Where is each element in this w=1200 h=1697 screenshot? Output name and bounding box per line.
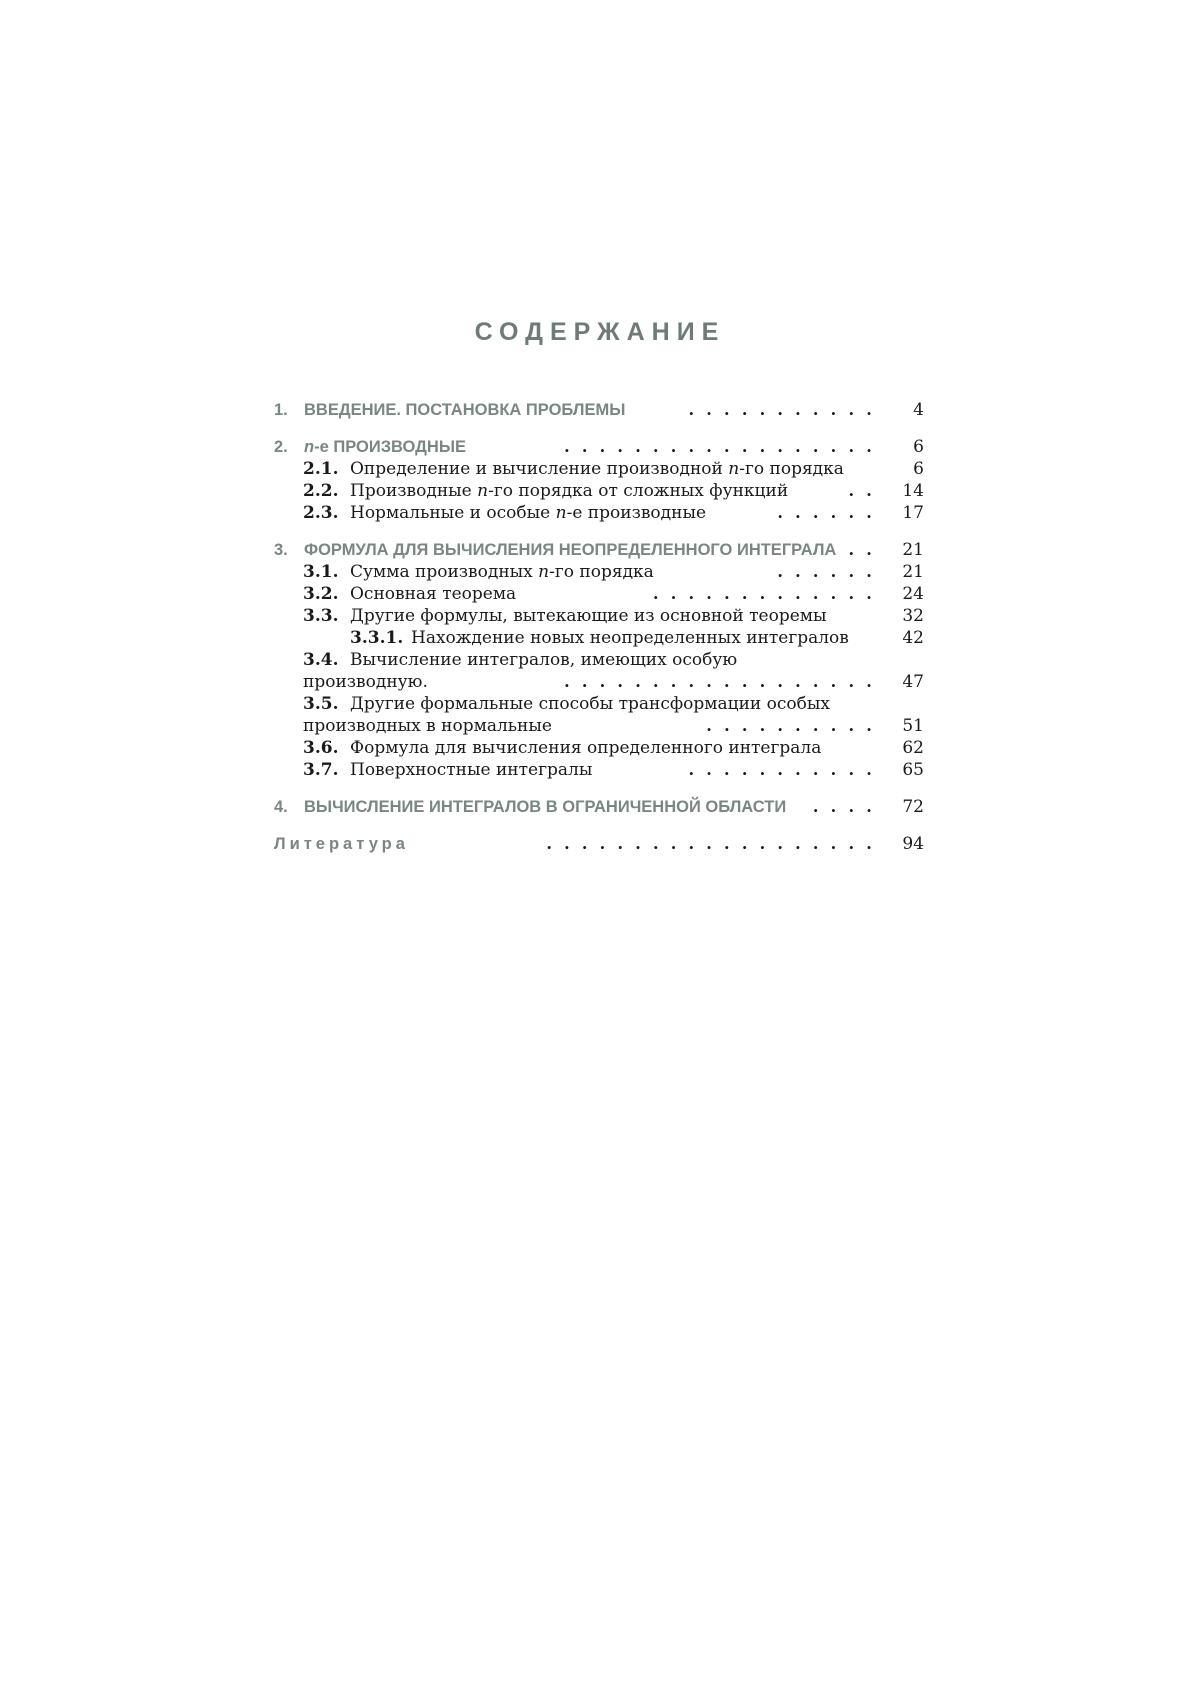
toc-label-text: -го порядка [549,562,654,582]
toc-section-3-5-continued[interactable] [274,715,924,737]
dot-leader: .......... [706,716,884,735]
toc-label [350,502,706,524]
dot-leader: .................. [564,672,884,691]
toc-label: Другие формальные способы трансформации особых [350,694,830,714]
toc-number: 3.3.1. [350,628,404,648]
dot-leader: .. [848,540,884,559]
dot-leader: ...... [777,503,884,522]
toc-label-text: Сумма производных [350,562,539,582]
toc-page-number: 32 [902,606,924,626]
toc-page-number: 47 [902,672,924,692]
table-of-contents [274,399,924,855]
toc-label: Другие формулы, вытекающие из основной теоремы [350,606,827,626]
toc-label [350,480,788,502]
toc-page-number: 65 [902,760,924,780]
toc-number: 2.1. [303,459,339,479]
toc-label: Литература [274,835,409,853]
toc-label [350,561,654,583]
toc-number: 2.3. [303,503,339,523]
toc-page-number: 51 [902,716,924,736]
toc-page-number: 24 [902,584,924,604]
toc-number: 2.2. [303,481,339,501]
toc-page-number: 17 [902,503,924,523]
toc-section-3-7[interactable] [274,759,924,781]
toc-label-text: Определение и вычисление производной [350,459,729,479]
toc-label: производных в нормальные [303,716,552,736]
dot-leader: .... [812,797,884,816]
toc-label [350,458,844,480]
toc-page-number: 42 [902,628,924,648]
toc-number: 3.6. [303,738,339,758]
toc-label: Вычисление интегралов, имеющих особую [350,650,738,670]
toc-page-number: 21 [902,562,924,582]
toc-page-number: 4 [913,400,924,420]
toc-label [304,436,466,458]
toc-literature[interactable] [274,833,924,855]
toc-number: 3. [274,541,288,559]
toc-page-number: 72 [902,797,924,817]
toc-page-number: 21 [902,540,924,560]
toc-number: 3.7. [303,760,339,780]
toc-number: 4. [274,798,288,816]
toc-number: 3.4. [303,650,339,670]
toc-number: 1. [274,401,288,419]
toc-page-number: 6 [913,459,924,479]
toc-page-number: 6 [913,437,924,457]
math-n: n [477,481,489,501]
toc-number: 3.1. [303,562,339,582]
math-n: n [538,562,550,582]
toc-section-3-5[interactable] [274,693,924,715]
toc-page-number: 62 [902,738,924,758]
toc-section-3-3[interactable] [274,605,924,627]
toc-subsection-3-3-1[interactable] [274,627,924,649]
toc-label-text: Нормальные и особые [350,503,556,523]
toc-label: Поверхностные интегралы [350,760,593,780]
dot-leader: ...... [777,562,884,581]
toc-section-3-4[interactable] [274,649,924,671]
toc-page-number: 14 [902,481,924,501]
dot-leader: ........... [688,400,884,419]
page-title: СОДЕРЖАНИЕ [474,318,726,346]
toc-chapter-4[interactable] [274,796,924,818]
toc-chapter-3[interactable] [274,539,924,561]
dot-leader: ........... [688,760,884,779]
toc-section-3-2[interactable] [274,583,924,605]
toc-chapter-1[interactable] [274,399,924,421]
toc-label-text: -го порядка от сложных функций [488,481,789,501]
toc-page-number: 94 [902,834,924,854]
toc-section-2-1[interactable] [274,458,924,480]
toc-label: Формула для вычисления определенного интеграла [350,738,822,758]
toc-number: 3.3. [303,606,339,626]
dot-leader: ............. [652,584,884,603]
toc-number: 3.2. [303,584,339,604]
toc-label-text: -го порядка [739,459,844,479]
toc-section-3-4-continued[interactable] [274,671,924,693]
toc-number: 3.5. [303,694,339,714]
toc-label: ВЫЧИСЛЕНИЕ ИНТЕГРАЛОВ В ОГРАНИЧЕННОЙ ОБЛАСТИ [304,798,787,816]
dot-leader: .. [848,481,884,500]
toc-number: 2. [274,438,288,456]
math-n: n [304,438,315,456]
toc-label: Основная теорема [350,584,517,604]
toc-label: ФОРМУЛА ДЛЯ ВЫЧИСЛЕНИЯ НЕОПРЕДЕЛЕННОГО ИНТЕГРАЛА [304,541,837,559]
toc-label: ВВЕДЕНИЕ. ПОСТАНОВКА ПРОБЛЕМЫ [304,401,626,419]
toc-section-3-1[interactable] [274,561,924,583]
toc-section-2-2[interactable] [274,480,924,502]
toc-label: Нахождение новых неопределенных интегралов [411,628,849,648]
toc-chapter-2[interactable] [274,436,924,458]
toc-section-2-3[interactable] [274,502,924,524]
toc-label-text: -е ПРОИЗВОДНЫЕ [314,438,466,456]
toc-label: производную. [303,672,428,692]
toc-section-3-6[interactable] [274,737,924,759]
math-n: n [555,503,567,523]
math-n: n [728,459,740,479]
dot-leader: .................. [564,437,884,456]
dot-leader: ................... [546,834,884,853]
toc-label-text: Производные [350,481,478,501]
toc-label-text: -е производные [566,503,707,523]
